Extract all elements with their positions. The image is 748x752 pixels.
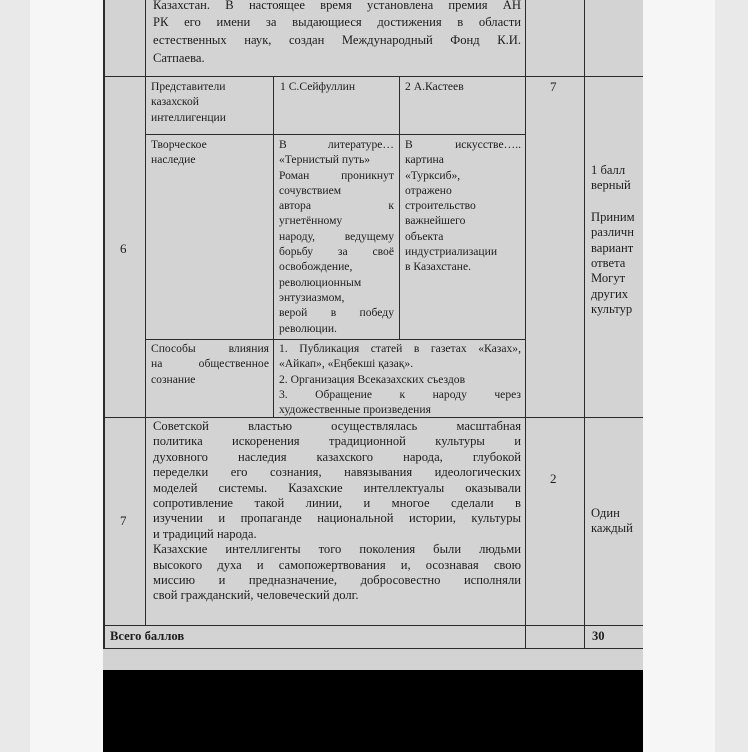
text-line: революционным xyxy=(279,275,362,289)
text-line: автора к xyxy=(279,199,394,213)
note-line: различн xyxy=(591,225,634,240)
row-points: 2 xyxy=(550,471,557,486)
text-line: важнейшего xyxy=(405,214,466,228)
inner-col-2 xyxy=(399,77,400,340)
text-line: изучении и пропаганде национальной истории, культуры xyxy=(153,511,521,526)
text-line: духовного наследия казахского народа, глубокой xyxy=(153,449,521,464)
text-line: высокого духа и самопожертвования и, осознавая свою xyxy=(153,557,521,572)
label-line: на общественное xyxy=(151,357,269,371)
text-line: верой в победу xyxy=(279,306,394,320)
text-line: «Тернистый путь» xyxy=(279,153,371,167)
inner-line-2 xyxy=(146,339,525,340)
label-influence xyxy=(151,341,269,387)
text-line: картина xyxy=(405,153,444,167)
label-representatives xyxy=(151,79,269,125)
text-line: Сатпаева. xyxy=(153,51,205,65)
heritage-kasteev xyxy=(405,137,521,275)
scanned-table xyxy=(103,0,643,670)
text-line: миссию и предназначение, добросовестно исполняли xyxy=(153,573,521,588)
influence-list xyxy=(279,341,521,417)
label-heritage xyxy=(151,137,269,168)
text-line: энтузиазмом, xyxy=(279,290,345,304)
list-item: 3. Обращение к народу через xyxy=(279,387,521,401)
table-border-bottom xyxy=(103,648,643,649)
score-note-row7 xyxy=(591,506,643,537)
list-item: 2. Организация Всеказахских съездов xyxy=(279,372,466,386)
score-note-row6 xyxy=(591,163,643,318)
text-line: сопротивление такой линии, и многое сделали в xyxy=(153,496,521,511)
note-line: ответа xyxy=(591,256,626,271)
col-line-text xyxy=(525,0,526,648)
total-value: 30 xyxy=(592,629,605,643)
label-line: Творческое xyxy=(151,138,207,151)
text-line: «Турксиб», xyxy=(405,168,461,182)
note-line: культур xyxy=(591,302,633,317)
row-divider-7-total xyxy=(103,625,643,626)
row-number: 6 xyxy=(120,241,127,256)
note-line: Могут xyxy=(591,271,626,286)
text-line: естественных наук, создан Международный Фонд К.И. xyxy=(153,33,521,47)
text-line: отражено xyxy=(405,183,452,197)
row7-text xyxy=(153,419,521,604)
note-line: Приним xyxy=(591,209,635,224)
page-margin-right xyxy=(643,0,715,670)
inner-col-3 xyxy=(273,340,274,418)
inner-line-1 xyxy=(146,134,525,135)
text-line: РК его имени за выдающиеся достижения в области xyxy=(153,15,521,29)
col-line-points xyxy=(584,0,585,648)
text-line: Казахстан. В настоящее время установлена премия АН xyxy=(153,0,521,12)
note-line: верный xyxy=(591,178,631,193)
text-line: политика искоренения традиционной культуры и xyxy=(153,434,521,449)
inner-col-1 xyxy=(273,77,274,340)
list-item: «Айкап», «Еңбекші қазақ». xyxy=(279,357,414,371)
text-line: индустриализации xyxy=(405,245,498,259)
person-seifullin: 1 С.Сейфуллин xyxy=(280,80,356,93)
text-line: Роман проникнут xyxy=(279,168,394,182)
row-divider-5-6 xyxy=(103,76,643,77)
list-item: художественные произведения xyxy=(279,403,431,417)
text-line: угнетённому xyxy=(279,214,343,228)
text-line: Казахские интеллигенты того поколения были людьми xyxy=(153,542,521,557)
text-line: освобождение, xyxy=(279,260,353,274)
label-line: интеллигенции xyxy=(151,110,226,124)
col-line-number xyxy=(145,0,146,626)
label-line: Способы влияния xyxy=(151,342,269,355)
text-line: Советской властью осуществлялась масштабная xyxy=(153,419,521,433)
text-line: сочувствием xyxy=(279,183,342,197)
note-line: каждый xyxy=(591,521,633,536)
text-line: и традиций народа. xyxy=(153,526,257,541)
note-line: Один xyxy=(591,506,620,520)
text-line: В литературе… xyxy=(279,138,394,151)
text-line: строительство xyxy=(405,199,476,213)
row-number: 7 xyxy=(120,513,127,528)
total-label: Всего баллов xyxy=(110,629,185,643)
black-bar xyxy=(103,670,643,752)
label-line: наследие xyxy=(151,153,196,167)
text-line: революции. xyxy=(279,321,337,335)
heritage-seifullin xyxy=(279,137,394,336)
note-line: вариант xyxy=(591,240,634,255)
text-line: народу, ведущему xyxy=(279,229,394,243)
person-kasteev: 2 А.Кастеев xyxy=(405,80,464,93)
text-line: свой гражданский, человеческий долг. xyxy=(153,588,359,603)
text-line: В искусстве….. xyxy=(405,138,521,151)
text-line: моделей системы. Казахские интеллектуалы оказывали xyxy=(153,480,521,495)
label-line: сознание xyxy=(151,372,196,386)
text-line: борьбу за своё xyxy=(279,245,394,259)
row-points: 7 xyxy=(550,79,557,94)
table-border-left xyxy=(103,0,105,648)
text-line: переделки его сознания, навязывания идеологических xyxy=(153,465,521,480)
note-line: 1 балл xyxy=(591,163,626,177)
label-line: казахской xyxy=(151,95,199,109)
label-line: Представители xyxy=(151,80,226,93)
list-item: 1. Публикация статей в газетах «Казах», xyxy=(279,342,521,355)
text-line: объекта xyxy=(405,229,444,243)
text-line: в Казахстане. xyxy=(405,260,472,274)
note-line: других xyxy=(591,286,629,301)
